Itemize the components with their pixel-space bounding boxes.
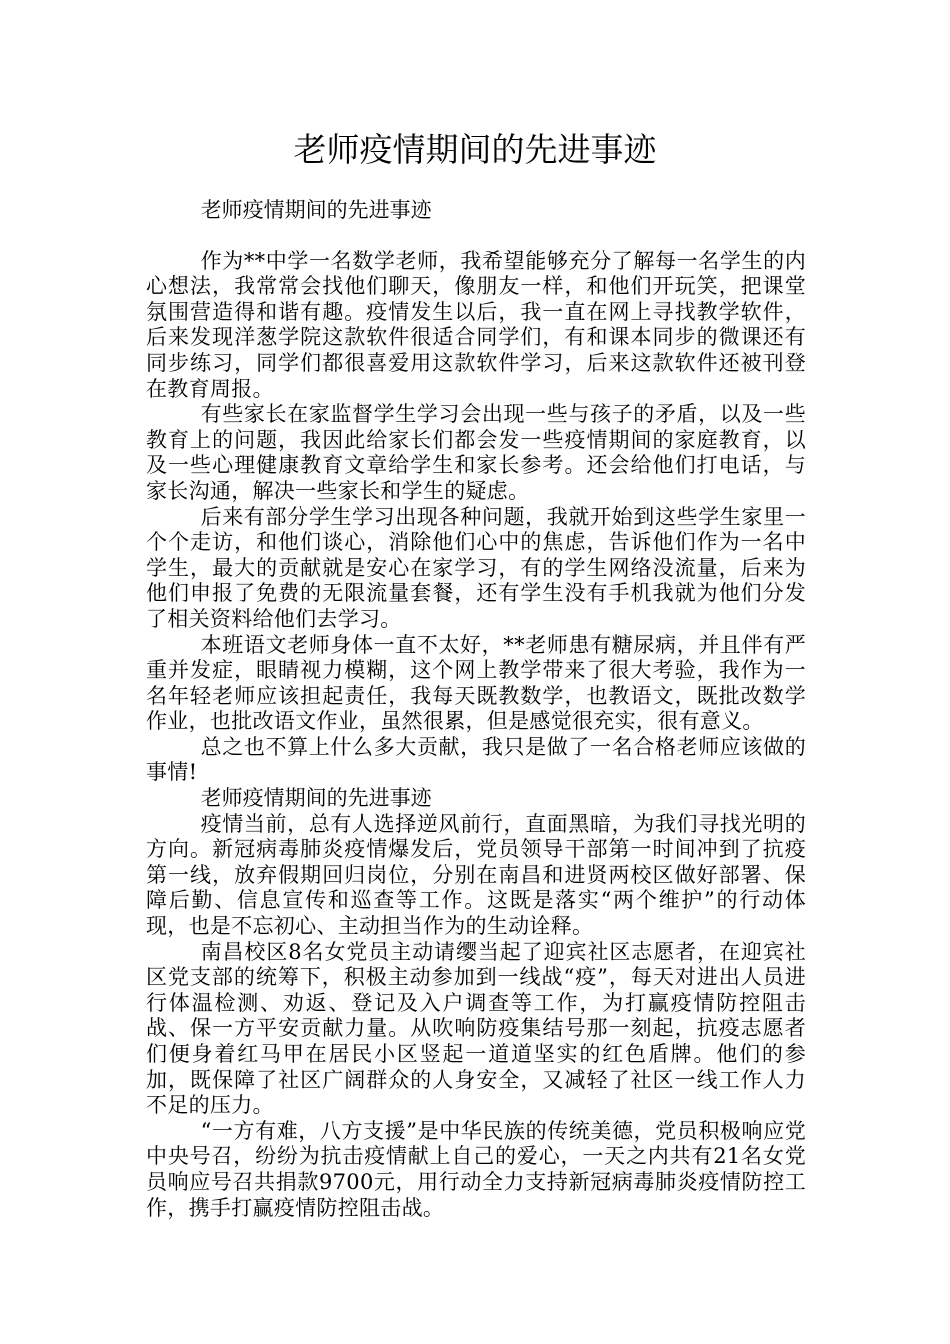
paragraph: 南昌校区8名女党员主动请缨当起了迎宾社区志愿者，在迎宾社区党支部的统筹下，积极主动参加到一线战“疫”，每天对进出人员进行体温检测、劝返、登记及入户调查等工作，为打赢疫情防控阻击战、保一方平安贡献力量。从吹响防疫集结号那一刻起，抗疫志愿者们便身着红马甲在居民小区竖起一道道坚实的红色盾牌。他们的参加，既保障了社区广阔群众的人身安全，又减轻了社区一线工作人力不足的压力。 (146, 939, 806, 1118)
paragraph: 本班语文老师身体一直不太好，**老师患有糖尿病，并且伴有严重并发症，眼睛视力模糊，这个网上教学带来了很大考验，我作为一名年轻老师应该担起责任，我每天既教数学，也教语文，既批改数学作业，也批改语文作业，虽然很累，但是感觉很充实，很有意义。 (146, 632, 806, 734)
document-subtitle: 老师疫情期间的先进事迹 (200, 198, 432, 222)
section-heading: 老师疫情期间的先进事迹 (200, 786, 432, 811)
paragraph: 疫情当前，总有人选择逆风前行，直面黑暗，为我们寻找光明的方向。新冠病毒肺炎疫情爆发后，党员领导干部第一时间冲到了抗疫第一线，放弃假期回归岗位，分别在南昌和进贤两校区做好部署、保障后勤、信息宣传和巡查等工作。这既是落实“两个维护”的行动体现，也是不忘初心、主动担当作为的生动诠释。 (146, 811, 806, 939)
paragraph: “一方有难，八方支援”是中华民族的传统美德，党员积极响应党中央号召，纷纷为抗击疫情献上自己的爱心，一天之内共有21名女党员响应号召共捐款9700元，用行动全力支持新冠病毒肺炎疫情防控工作，携手打赢疫情防控阻击战。 (146, 1118, 806, 1220)
document-title: 老师疫情期间的先进事迹 (293, 130, 657, 169)
paragraph: 有些家长在家监督学生学习会出现一些与孩子的矛盾，以及一些教育上的问题，我因此给家长们都会发一些疫情期间的家庭教育，以及一些心理健康教育文章给学生和家长参考。还会给他们打电话，与家长沟通，解决一些家长和学生的疑虑。 (146, 402, 806, 503)
paragraph: 作为**中学一名数学老师，我希望能够充分了解每一名学生的内心想法，我常常会找他们聊天，像朋友一样，和他们开玩笑，把课堂氛围营造得和谐有趣。疫情发生以后，我一直在网上寻找教学软件，后来发现洋葱学院这款软件很适合同学们，有和课本同步的微课还有同步练习，同学们都很喜爱用这款软件学习，后来这款软件还被刊登在教育周报。 (146, 248, 806, 401)
paragraph: 总之也不算上什么多大贡献，我只是做了一名合格老师应该做的事情! (146, 734, 806, 785)
paragraph: 后来有部分学生学习出现各种问题，我就开始到这些学生家里一个个走访，和他们谈心，消除他们心中的焦虑，告诉他们作为一名中学生，最大的贡献就是安心在家学习，有的学生网络没流量，后来为他们申报了免费的无限流量套餐，还有学生没有手机我就为他们分发了相关资料给他们去学习。 (146, 504, 806, 631)
document-body (146, 198, 806, 1221)
